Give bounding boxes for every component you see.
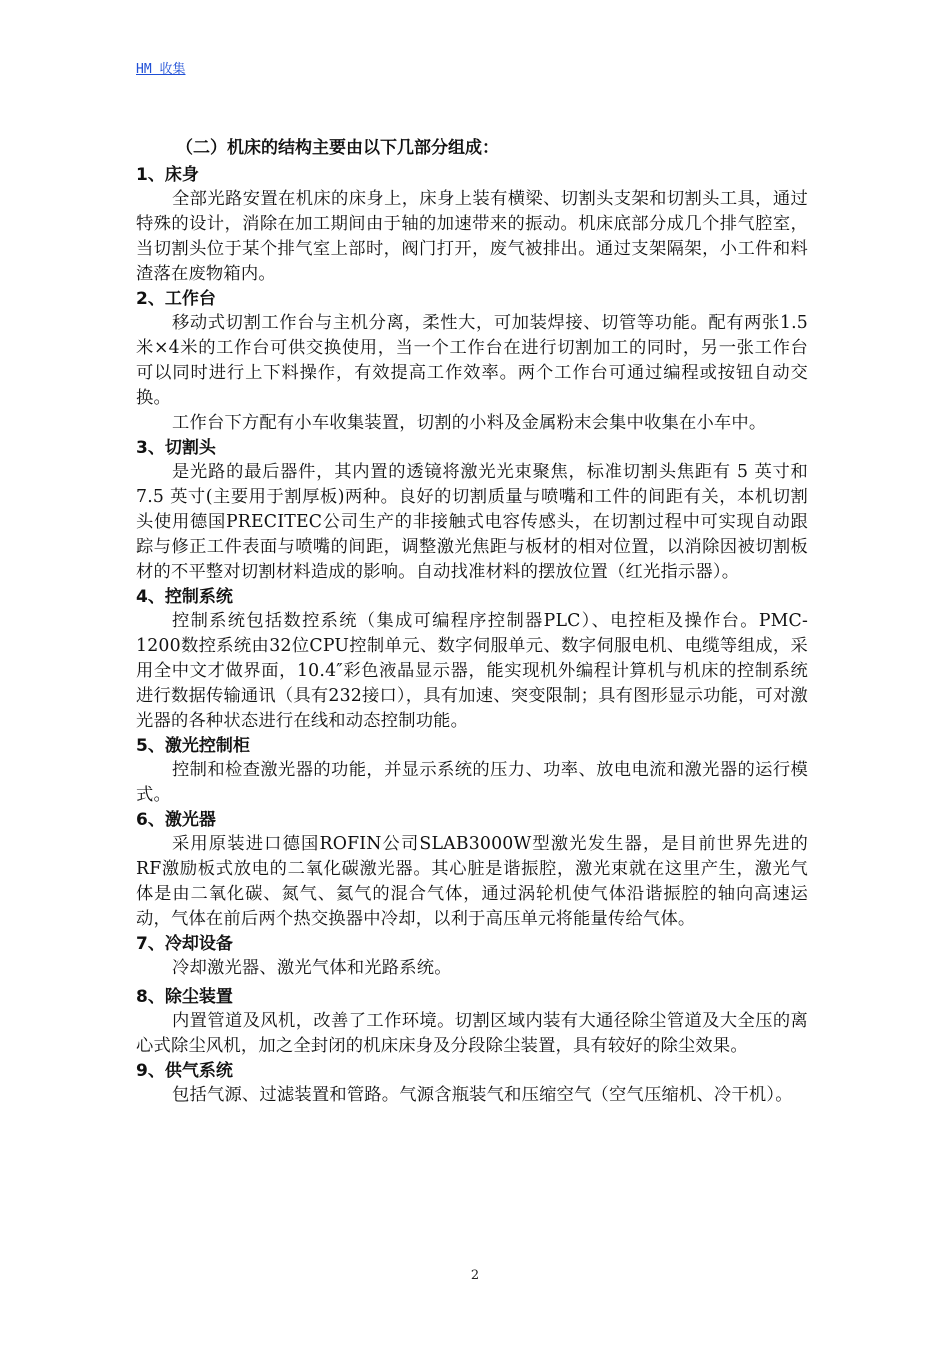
section-laser-cabinet	[136, 734, 808, 808]
section-heading: 2、工作台	[136, 289, 216, 309]
section-heading: 8、除尘装置	[136, 987, 233, 1007]
section-heading: 4、控制系统	[136, 587, 233, 607]
section-control-system	[136, 585, 808, 734]
header-link[interactable]: HM 收集	[136, 62, 186, 77]
section-cooling	[136, 932, 808, 981]
section-paragraph: 冷却激光器、激光气体和光路系统。	[172, 958, 452, 978]
section-heading: 3、切割头	[136, 438, 216, 458]
section-paragraph: 工作台下方配有小车收集装置，切割的小料及金属粉末会集中收集在小车中。	[172, 413, 767, 433]
page-number: 2	[470, 1268, 480, 1283]
section-paragraph: 全部光路安置在机床的床身上，床身上装有横梁、切割头支架和切割头工具，通过特殊的设计，消除在加工期间由于轴的加速带来的振动。机床底部分成几个排气腔室，当切割头位于某个排气室上部时，阀门打开，废气被排出。通过支架隔架，小工件和料渣落在废物箱内。	[136, 189, 808, 284]
document-body	[136, 136, 808, 1108]
section-heading: 5、激光控制柜	[136, 736, 250, 756]
section-cutting-head	[136, 436, 808, 585]
section-paragraph: 控制和检查激光器的功能，并显示系统的压力、功率、放电电流和激光器的运行模式。	[136, 760, 808, 805]
section-dust-removal	[136, 985, 808, 1059]
section-heading: 7、冷却设备	[136, 934, 233, 954]
section-heading: 1、床身	[136, 165, 199, 185]
section-gas-supply	[136, 1059, 808, 1108]
section-laser	[136, 808, 808, 932]
section-bed	[136, 163, 808, 287]
section-paragraph: 控制系统包括数控系统（集成可编程序控制器PLC）、电控柜及操作台。PMC-1200数控系统由32位CPU控制单元、数字伺服单元、数字伺服电机、电缆等组成，采用全中文才做界面，10.4″彩色液晶显示器，能实现机外编程计算机与机床的控制系统进行数据传输通讯（具有232接口），具有加速、突变限制；具有图形显示功能，可对激光器的各种状态进行在线和动态控制功能。	[136, 611, 808, 731]
section-worktable	[136, 287, 808, 436]
section-paragraph: 采用原装进口德国ROFIN公司SLAB3000W型激光发生器，是目前世界先进的RF激励板式放电的二氧化碳激光器。其心脏是谐振腔，激光束就在这里产生，激光气体是由二氧化碳、氮气、氦气的混合气体，通过涡轮机使气体沿谐振腔的轴向高速运动，气体在前后两个热交换器中冷却，以利于高压单元将能量传给气体。	[136, 834, 808, 929]
section-paragraph: 是光路的最后器件，其内置的透镜将激光光束聚焦，标准切割头焦距有 5 英寸和 7.5 英寸(主要用于割厚板)两种。良好的切割质量与喷嘴和工件的间距有关，本机切割头使用德国PRECITEC公司生产的非接触式电容传感头，在切割过程中可实现自动跟踪与修正工件表面与喷嘴的间距，调整激光焦距与板材的相对位置，以消除因被切割板材的不平整对切割材料造成的影响。自动找准材料的摆放位置（红光指示器）。	[136, 462, 808, 582]
section-paragraph: 内置管道及风机，改善了工作环境。切割区域内装有大通径除尘管道及大全压的离心式除尘风机，加之全封闭的机床床身及分段除尘装置，具有较好的除尘效果。	[136, 1011, 808, 1056]
page-title: （二）机床的结构主要由以下几部分组成：	[176, 138, 499, 158]
section-heading: 9、供气系统	[136, 1061, 233, 1081]
section-heading: 6、激光器	[136, 810, 216, 830]
section-paragraph: 包括气源、过滤装置和管路。气源含瓶装气和压缩空气（空气压缩机、冷干机）。	[172, 1085, 793, 1105]
section-paragraph: 移动式切割工作台与主机分离，柔性大，可加装焊接、切管等功能。配有两张1.5米×4米的工作台可供交换使用，当一个工作台在进行切割加工的同时，另一张工作台可以同时进行上下料操作，有效提高工作效率。两个工作台可通过编程或按钮自动交换。	[136, 313, 808, 408]
